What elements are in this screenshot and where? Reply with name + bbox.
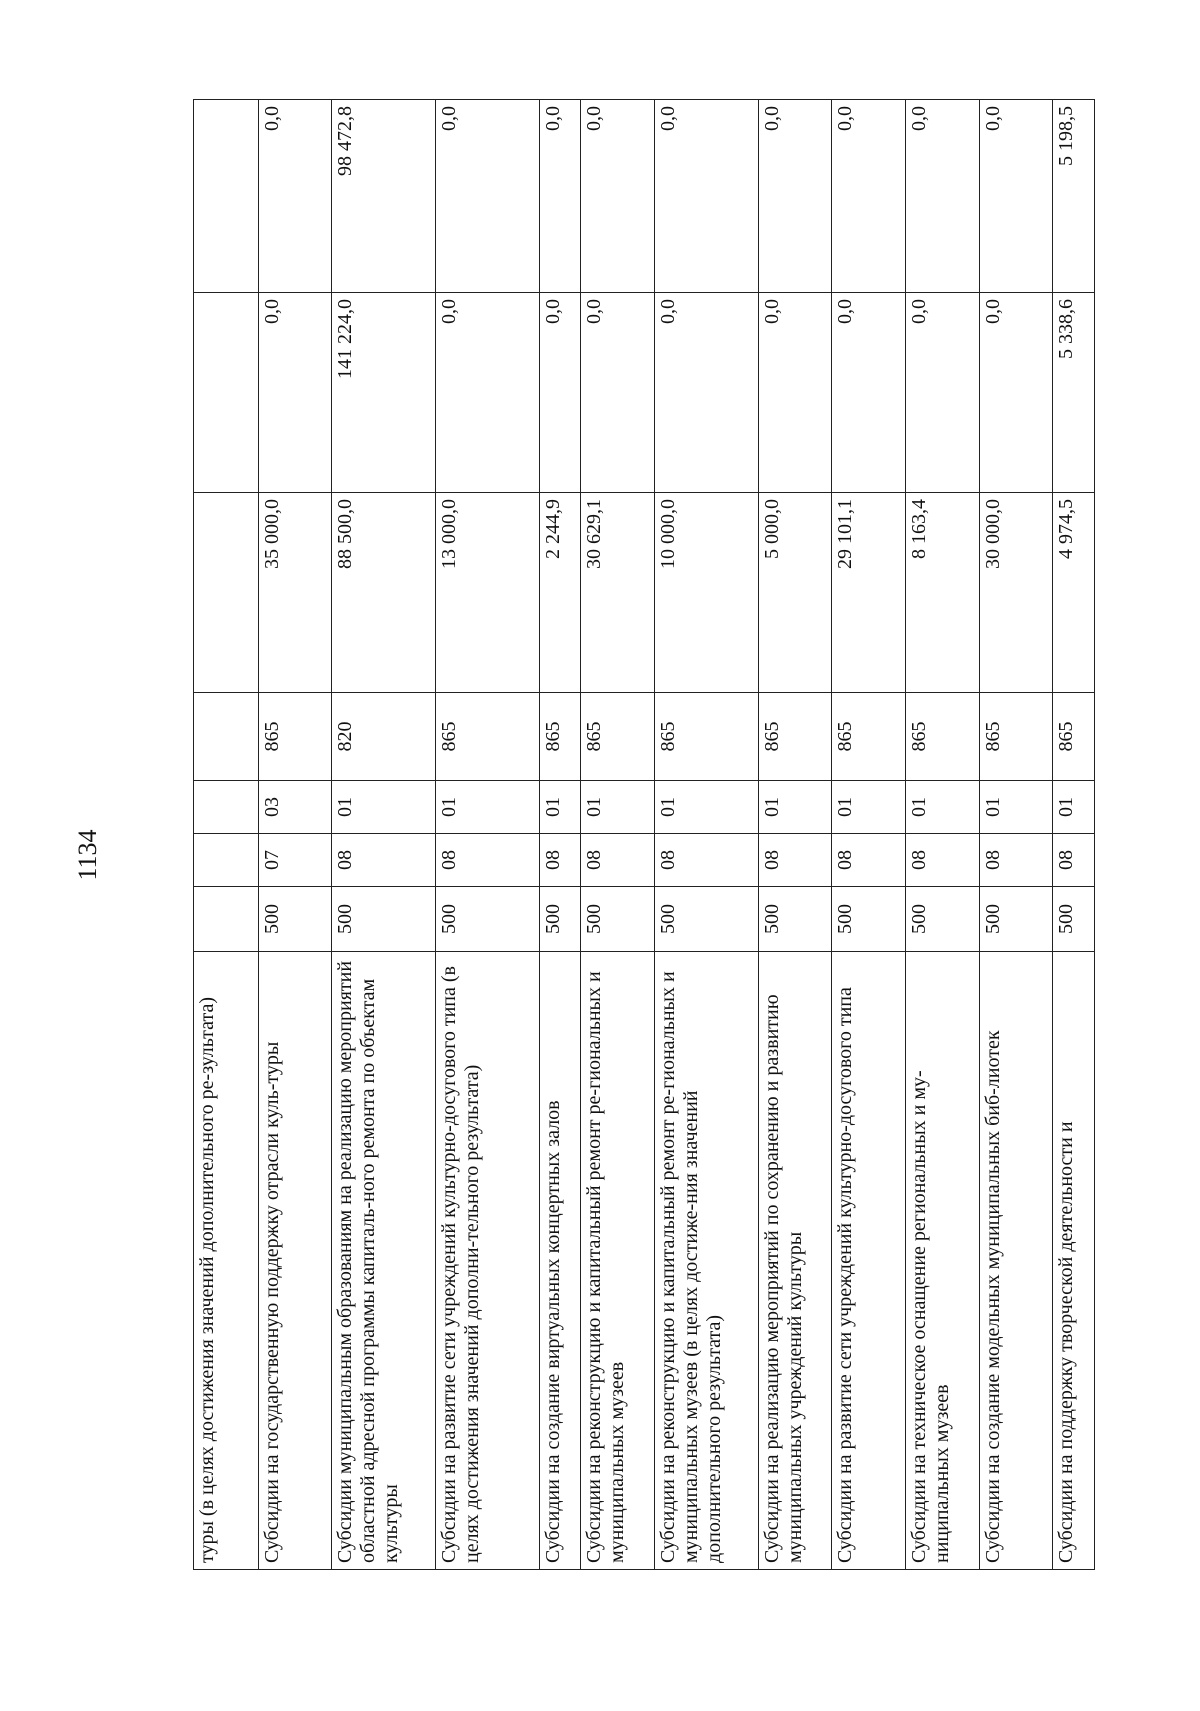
amount-year3-cell: 0,0 <box>258 100 332 293</box>
amount-year1-cell: 2 244,9 <box>539 493 580 693</box>
table-row <box>1053 100 1095 1570</box>
amount-year3-cell: 98 472,8 <box>332 100 436 293</box>
amount-year1-cell: 4 974,5 <box>1053 493 1095 693</box>
admin-code-cell: 500 <box>539 887 580 952</box>
budget-table-container <box>193 100 1095 1570</box>
amount-year2-cell: 5 338,6 <box>1053 293 1095 493</box>
subsection-code-cell: 01 <box>1053 781 1095 834</box>
section-code-cell <box>194 834 259 887</box>
item-name-cell: Субсидии на развитие сети учреждений культурно-досугового типа <box>832 952 906 1570</box>
amount-year1-cell: 8 163,4 <box>905 493 979 693</box>
amount-year1-cell: 13 000,0 <box>435 493 539 693</box>
admin-code-cell: 500 <box>905 887 979 952</box>
item-name-cell: Субсидии на реконструкцию и капитальный ремонт ре-гиональных и муниципальных музеев (в целях достиже-ния значений дополнительного результата) <box>654 952 758 1570</box>
table-row <box>581 100 655 1570</box>
section-code-cell: 08 <box>654 834 758 887</box>
expense-type-cell: 865 <box>435 693 539 781</box>
amount-year2-cell <box>194 293 259 493</box>
amount-year1-cell: 29 101,1 <box>832 493 906 693</box>
table-row <box>905 100 979 1570</box>
amount-year3-cell: 0,0 <box>581 100 655 293</box>
amount-year1-cell <box>194 493 259 693</box>
amount-year3-cell: 0,0 <box>832 100 906 293</box>
budget-table-body <box>194 100 1095 1570</box>
subsection-code-cell <box>194 781 259 834</box>
amount-year3-cell: 0,0 <box>979 100 1053 293</box>
amount-year2-cell: 0,0 <box>905 293 979 493</box>
amount-year3-cell: 0,0 <box>758 100 832 293</box>
section-code-cell: 08 <box>332 834 436 887</box>
expense-type-cell: 865 <box>758 693 832 781</box>
section-code-cell: 07 <box>258 834 332 887</box>
expense-type-cell: 865 <box>258 693 332 781</box>
item-name-cell: Субсидии на создание виртуальных концертных залов <box>539 952 580 1570</box>
expense-type-cell: 865 <box>832 693 906 781</box>
section-code-cell: 08 <box>581 834 655 887</box>
table-row <box>758 100 832 1570</box>
section-code-cell: 08 <box>832 834 906 887</box>
amount-year3-cell <box>194 100 259 293</box>
section-code-cell: 08 <box>435 834 539 887</box>
admin-code-cell: 500 <box>832 887 906 952</box>
table-row <box>435 100 539 1570</box>
admin-code-cell: 500 <box>1053 887 1095 952</box>
expense-type-cell: 865 <box>654 693 758 781</box>
admin-code-cell: 500 <box>332 887 436 952</box>
admin-code-cell: 500 <box>654 887 758 952</box>
subsection-code-cell: 01 <box>435 781 539 834</box>
subsection-code-cell: 01 <box>654 781 758 834</box>
amount-year3-cell: 0,0 <box>539 100 580 293</box>
table-row <box>832 100 906 1570</box>
amount-year2-cell: 0,0 <box>758 293 832 493</box>
amount-year2-cell: 141 224,0 <box>332 293 436 493</box>
item-name-cell: Субсидии на поддержку творческой деятельности и <box>1053 952 1095 1570</box>
amount-year3-cell: 0,0 <box>654 100 758 293</box>
table-row <box>979 100 1053 1570</box>
table-row <box>654 100 758 1570</box>
amount-year2-cell: 0,0 <box>979 293 1053 493</box>
amount-year1-cell: 88 500,0 <box>332 493 436 693</box>
amount-year2-cell: 0,0 <box>435 293 539 493</box>
amount-year2-cell: 0,0 <box>258 293 332 493</box>
item-name-cell: Субсидии на государственную поддержку отрасли куль-туры <box>258 952 332 1570</box>
subsection-code-cell: 01 <box>758 781 832 834</box>
subsection-code-cell: 01 <box>539 781 580 834</box>
expense-type-cell: 865 <box>539 693 580 781</box>
amount-year1-cell: 30 629,1 <box>581 493 655 693</box>
item-name-cell: Субсидии на создание модельных муниципальных биб-лиотек <box>979 952 1053 1570</box>
subsection-code-cell: 01 <box>581 781 655 834</box>
amount-year2-cell: 0,0 <box>654 293 758 493</box>
section-code-cell: 08 <box>905 834 979 887</box>
subsection-code-cell: 01 <box>832 781 906 834</box>
amount-year1-cell: 5 000,0 <box>758 493 832 693</box>
amount-year1-cell: 35 000,0 <box>258 493 332 693</box>
page-number: 1134 <box>73 829 102 881</box>
item-name-cell: Субсидии на развитие сети учреждений культурно-досугового типа (в целях достижения значений дополни-тельного результата) <box>435 952 539 1570</box>
table-row <box>258 100 332 1570</box>
subsection-code-cell: 01 <box>979 781 1053 834</box>
section-code-cell: 08 <box>979 834 1053 887</box>
expense-type-cell <box>194 693 259 781</box>
item-name-cell: Субсидии на техническое оснащение региональных и му-ниципальных музеев <box>905 952 979 1570</box>
budget-table <box>193 99 1095 1570</box>
admin-code-cell: 500 <box>435 887 539 952</box>
subsection-code-cell: 03 <box>258 781 332 834</box>
admin-code-cell: 500 <box>979 887 1053 952</box>
admin-code-cell: 500 <box>258 887 332 952</box>
amount-year2-cell: 0,0 <box>539 293 580 493</box>
amount-year3-cell: 5 198,5 <box>1053 100 1095 293</box>
expense-type-cell: 820 <box>332 693 436 781</box>
admin-code-cell: 500 <box>758 887 832 952</box>
section-code-cell: 08 <box>539 834 580 887</box>
table-row <box>332 100 436 1570</box>
amount-year2-cell: 0,0 <box>581 293 655 493</box>
subsection-code-cell: 01 <box>332 781 436 834</box>
subsection-code-cell: 01 <box>905 781 979 834</box>
amount-year1-cell: 10 000,0 <box>654 493 758 693</box>
expense-type-cell: 865 <box>905 693 979 781</box>
expense-type-cell: 865 <box>979 693 1053 781</box>
item-name-cell: Субсидии муниципальным образованиям на реализацию мероприятий областной адресной программы капиталь-ного ремонта по объектам культуры <box>332 952 436 1570</box>
amount-year2-cell: 0,0 <box>832 293 906 493</box>
section-code-cell: 08 <box>1053 834 1095 887</box>
amount-year3-cell: 0,0 <box>905 100 979 293</box>
section-code-cell: 08 <box>758 834 832 887</box>
expense-type-cell: 865 <box>1053 693 1095 781</box>
table-row <box>539 100 580 1570</box>
expense-type-cell: 865 <box>581 693 655 781</box>
item-name-cell: Субсидии на реконструкцию и капитальный ремонт ре-гиональных и муниципальных музеев <box>581 952 655 1570</box>
item-name-cell: туры (в целях достижения значений дополнительного ре-зультата) <box>194 952 259 1570</box>
admin-code-cell <box>194 887 259 952</box>
amount-year3-cell: 0,0 <box>435 100 539 293</box>
item-name-cell: Субсидии на реализацию мероприятий по сохранению и развитию муниципальных учреждений культуры <box>758 952 832 1570</box>
table-row <box>194 100 259 1570</box>
amount-year1-cell: 30 000,0 <box>979 493 1053 693</box>
admin-code-cell: 500 <box>581 887 655 952</box>
